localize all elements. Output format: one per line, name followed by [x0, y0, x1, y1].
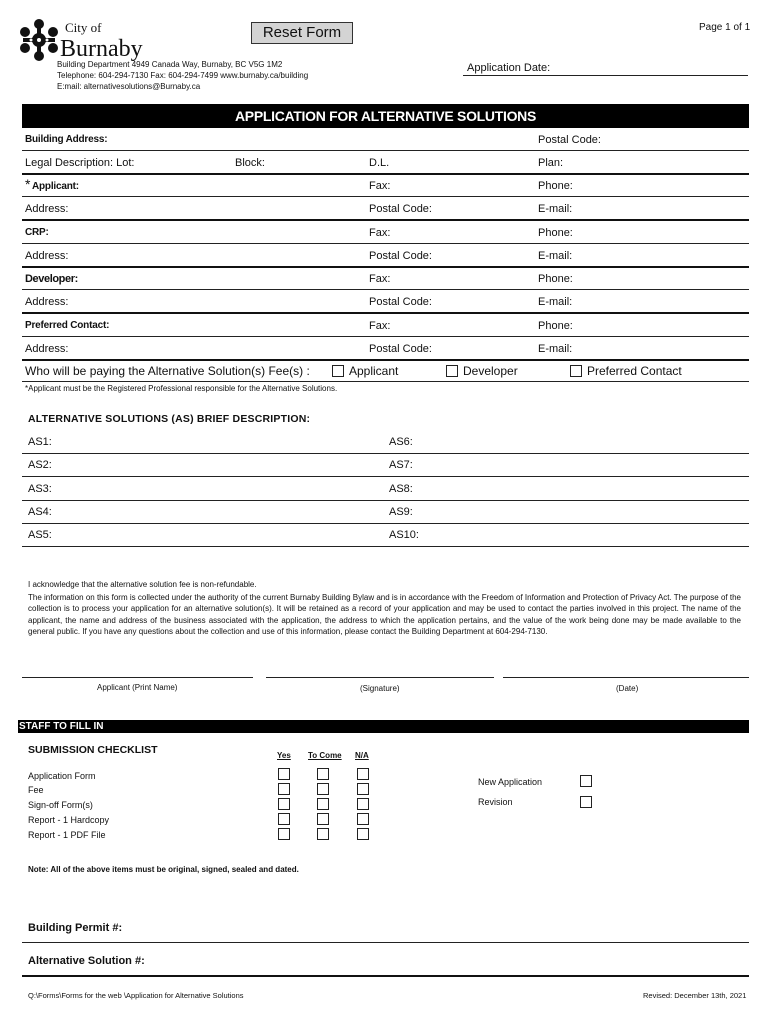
signature-line — [266, 677, 494, 678]
to-come-checkbox[interactable] — [317, 828, 329, 840]
as-line — [22, 523, 749, 524]
new-application-label: New Application — [478, 777, 543, 787]
as10-label: AS10: — [389, 529, 419, 541]
as-line — [22, 453, 749, 454]
form-title: APPLICATION FOR ALTERNATIVE SOLUTIONS — [234, 108, 537, 124]
application-date-field[interactable] — [545, 58, 748, 75]
as8-label: AS8: — [389, 483, 413, 495]
to-come-checkbox[interactable] — [317, 768, 329, 780]
checklist-item: Report - 1 PDF File — [28, 830, 106, 840]
footer-path: Q:\Forms\Forms for the web \Application for Alternative Solutions — [28, 991, 244, 1000]
as5-label: AS5: — [28, 529, 52, 541]
footer-revised: Revised: December 13th, 2021 — [643, 991, 747, 1000]
crp-address-label: Address: — [25, 250, 69, 262]
plan-label: Plan: — [538, 157, 564, 169]
as-line — [22, 546, 749, 547]
row-line — [22, 266, 749, 268]
row-line — [22, 150, 749, 151]
yes-checkbox[interactable] — [278, 783, 290, 795]
row-line — [22, 312, 749, 314]
developer-address-label: Address: — [25, 296, 69, 308]
row-line — [22, 359, 749, 361]
block-label: Block: — [235, 157, 265, 169]
dl-label: D.L. — [369, 157, 390, 169]
row-line — [22, 173, 749, 175]
col-to-come: To Come — [308, 751, 342, 760]
preferred-fax-label: Fax: — [369, 320, 391, 332]
developer-label: Developer: — [25, 273, 78, 285]
as-heading: ALTERNATIVE SOLUTIONS (AS) BRIEF DESCRIPTION: — [28, 413, 311, 425]
crp-email-label: E-mail: — [538, 250, 573, 262]
developer-email-label: E-mail: — [538, 296, 573, 308]
snowflake-logo-icon — [18, 18, 60, 62]
address-line-1: Building Department 4949 Canada Way, Burnaby, BC V5G 1M2 — [57, 60, 283, 69]
applicant-postal-label: Postal Code: — [369, 203, 432, 215]
yes-checkbox[interactable] — [278, 813, 290, 825]
privacy-paragraph: The information on this form is collected under the authority of the current Burnaby Building Bylaw and is in accordance with the Freedom of Information and Protection of Privacy Act. The purpose of the collection is to process your application for an alternative solution(s). It will be retained as a record of your application and may be used to contact the parties involved in this project. The name of the applicant, the name and address of the business associated with the application, the address to which the application pertains, and the value of the work being done may be made available to the general public. If you have any questions about the collection and use of this information, please contact the Building Department at 604-294-7130. — [28, 593, 741, 637]
alternative-solution-label: Alternative Solution #: — [28, 955, 145, 967]
col-yes: Yes — [277, 751, 291, 760]
revision-label: Revision — [478, 797, 513, 807]
checklist-item: Fee — [28, 785, 44, 795]
developer-postal-label: Postal Code: — [369, 296, 432, 308]
to-come-checkbox[interactable] — [317, 798, 329, 810]
fee-applicant-checkbox[interactable] — [332, 365, 344, 377]
applicant-fax-label: Fax: — [369, 180, 391, 192]
date-line — [503, 677, 749, 678]
preferred-contact-label: Preferred Contact: — [25, 320, 110, 331]
building-postal-code-label: Postal Code: — [538, 134, 601, 146]
application-date-label: Application Date: — [467, 62, 551, 74]
row-line — [22, 243, 749, 244]
applicant-address-label: Address: — [25, 203, 69, 215]
row-line — [22, 196, 749, 197]
application-date-line — [463, 75, 748, 76]
checklist-item: Sign-off Form(s) — [28, 800, 93, 810]
crp-label: CRP: — [25, 227, 49, 238]
row-line — [22, 381, 749, 382]
fee-developer-checkbox[interactable] — [446, 365, 458, 377]
date-label: (Date) — [616, 684, 639, 693]
as-line — [22, 476, 749, 477]
page-number: Page 1 of 1 — [699, 22, 751, 33]
applicant-star: * — [25, 176, 31, 192]
preferred-address-label: Address: — [25, 343, 69, 355]
address-line-2: Telephone: 604-294-7130 Fax: 604-294-7499 www.burnaby.ca/building — [57, 71, 309, 80]
yes-checkbox[interactable] — [278, 768, 290, 780]
city-logo — [18, 16, 143, 64]
to-come-checkbox[interactable] — [317, 813, 329, 825]
revision-checkbox[interactable] — [580, 796, 592, 808]
applicant-label: Applicant: — [32, 181, 79, 192]
row-line — [22, 219, 749, 221]
applicant-note: *Applicant must be the Registered Professional responsible for the Alternative Solutions. — [25, 384, 338, 393]
na-checkbox[interactable] — [357, 768, 369, 780]
fee-preferred-label: Preferred Contact — [587, 364, 682, 378]
reset-form-label: Reset Form — [262, 24, 342, 41]
checklist-item: Application Form — [28, 771, 96, 781]
crp-fax-label: Fax: — [369, 227, 391, 239]
as7-label: AS7: — [389, 459, 413, 471]
fee-preferred-checkbox[interactable] — [570, 365, 582, 377]
yes-checkbox[interactable] — [278, 798, 290, 810]
checklist-title: SUBMISSION CHECKLIST — [28, 744, 158, 756]
developer-phone-label: Phone: — [538, 273, 573, 285]
yes-checkbox[interactable] — [278, 828, 290, 840]
row-line — [22, 942, 749, 943]
staff-bar — [18, 720, 749, 733]
applicant-email-label: E-mail: — [538, 203, 573, 215]
building-address-label: Building Address: — [25, 134, 108, 145]
fee-developer-label: Developer — [463, 364, 518, 378]
signature-label: (Signature) — [360, 684, 400, 693]
as6-label: AS6: — [389, 436, 413, 448]
applicant-phone-label: Phone: — [538, 180, 573, 192]
title-bar — [22, 104, 749, 128]
legal-description-label: Legal Description: Lot: — [25, 157, 135, 169]
fee-applicant-label: Applicant — [349, 364, 399, 378]
developer-fax-label: Fax: — [369, 273, 391, 285]
print-name-line — [22, 677, 253, 678]
original-note: Note: All of the above items must be original, signed, sealed and dated. — [28, 865, 299, 874]
na-checkbox[interactable] — [357, 828, 369, 840]
as3-label: AS3: — [28, 483, 52, 495]
row-line — [22, 336, 749, 337]
na-checkbox[interactable] — [357, 783, 369, 795]
na-checkbox[interactable] — [357, 813, 369, 825]
as4-label: AS4: — [28, 506, 52, 518]
reset-form-button[interactable] — [251, 22, 353, 44]
row-line — [22, 289, 749, 290]
new-application-checkbox[interactable] — [580, 775, 592, 787]
building-permit-label: Building Permit #: — [28, 922, 123, 934]
staff-heading: STAFF TO FILL IN — [19, 721, 104, 732]
acknowledge-line: I acknowledge that the alternative solution fee is non-refundable. — [28, 580, 257, 589]
address-line-3: E:mail: alternativesolutions@Burnaby.ca — [57, 82, 201, 91]
na-checkbox[interactable] — [357, 798, 369, 810]
checklist-item: Report - 1 Hardcopy — [28, 815, 110, 825]
crp-phone-label: Phone: — [538, 227, 573, 239]
logo-city-of: City of — [65, 20, 102, 35]
preferred-email-label: E-mail: — [538, 343, 573, 355]
as-line — [22, 500, 749, 501]
preferred-postal-label: Postal Code: — [369, 343, 432, 355]
logo-burnaby: Burnaby — [60, 36, 143, 62]
preferred-phone-label: Phone: — [538, 320, 573, 332]
row-line — [22, 975, 749, 977]
to-come-checkbox[interactable] — [317, 783, 329, 795]
col-na: N/A — [355, 751, 369, 760]
crp-postal-label: Postal Code: — [369, 250, 432, 262]
fee-question: Who will be paying the Alternative Solution(s) Fee(s) : — [25, 364, 310, 378]
print-name-label: Applicant (Print Name) — [97, 683, 178, 692]
as1-label: AS1: — [28, 436, 52, 448]
as9-label: AS9: — [389, 506, 413, 518]
as2-label: AS2: — [28, 459, 52, 471]
